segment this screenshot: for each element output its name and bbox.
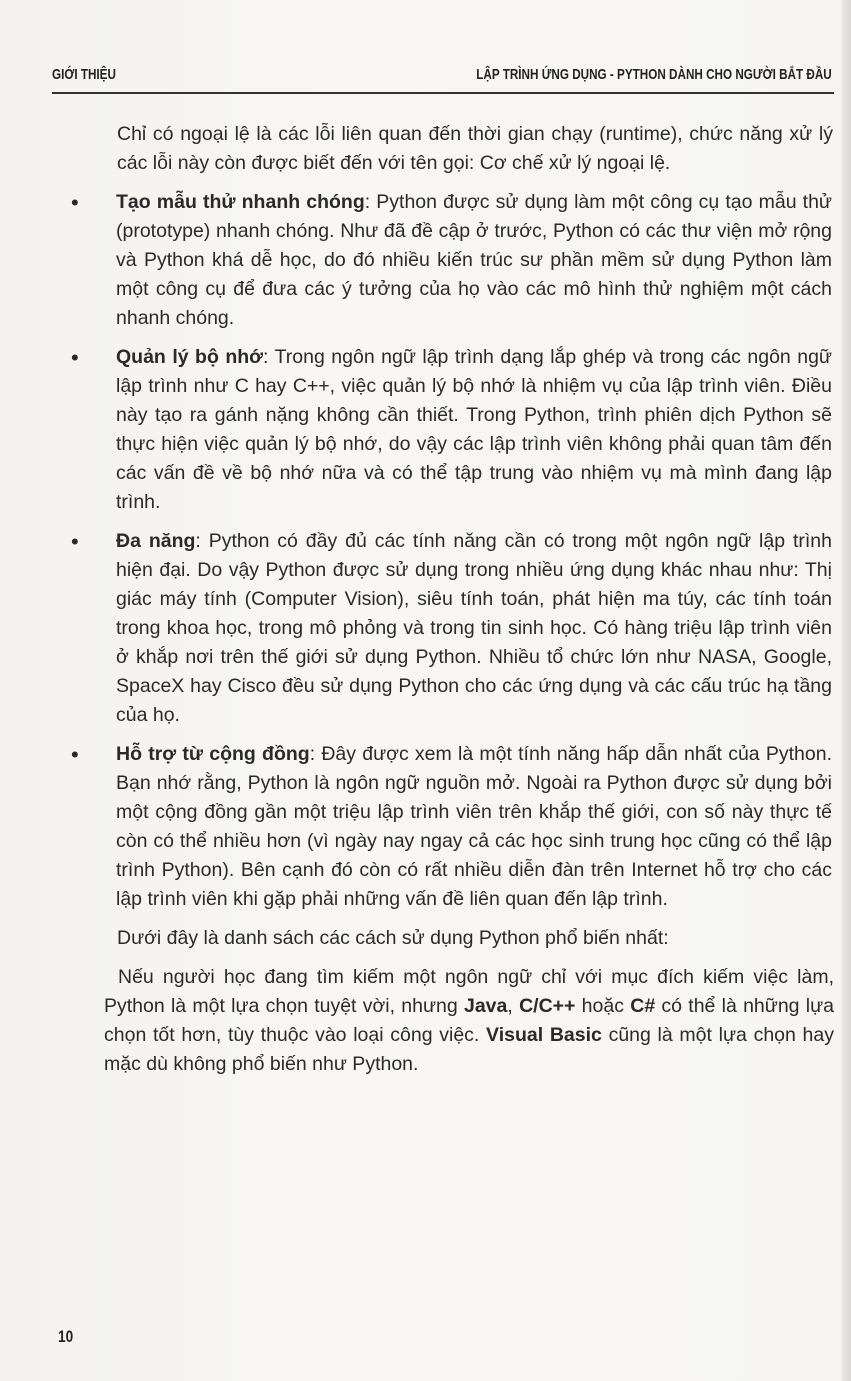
closing-comma: , — [507, 995, 520, 1017]
page-body — [0, 120, 851, 1089]
lang-visual-basic: Visual Basic — [486, 1024, 602, 1046]
bullet-dot-icon: • — [71, 190, 79, 215]
closing-text-3: cũng là một lựa chọn hay mặc dù không phổ biến như Python. — [104, 1024, 834, 1075]
page-number: 10 — [58, 1327, 74, 1346]
bullet-term: Quản lý bộ nhớ — [116, 346, 264, 368]
running-header — [52, 64, 832, 90]
bullet-item-memory — [71, 343, 832, 517]
bullet-term: Hỗ trợ từ cộng đồng — [116, 743, 310, 765]
bullet-text: : Python được sử dụng làm một công cụ tạo mẫu thử (prototype) nhanh chóng. Như đã đề cập ở trước, Python có các thư viện mở rộng và Python khá dễ học, do đó nhiều kiến trúc sư phần mềm sử dụng Python làm một công cụ để đưa các ý tưởng của họ vào các mô hình thử nghiệm một cách nhanh chóng. — [116, 191, 832, 329]
lang-csharp: C# — [630, 995, 656, 1017]
lang-cpp: C/C++ — [519, 995, 576, 1017]
bullet-dot-icon: • — [71, 529, 79, 554]
header-rule — [52, 92, 834, 94]
header-book-title: LẬP TRÌNH ỨNG DỤNG - PYTHON DÀNH CHO NGƯỜI BẮT ĐẦU — [476, 66, 832, 83]
header-section-title: GIỚI THIỆU — [52, 66, 116, 83]
bullet-text: : Python có đầy đủ các tính năng cần có trong một ngôn ngữ lập trình hiện đại. Do vậy Python được sử dụng trong nhiều ứng dụng khác nhau như: Thị giác máy tính (Computer Vision), siêu tính toán, phát hiện ma túy, các tính toán trong khoa học, trong mô phỏng và trong tin sinh học. Có hàng triệu lập trình viên ở khắp nơi trên thế giới sử dụng Python. Nhiều tổ chức lớn như NASA, Google, SpaceX hay Cisco đều sử dụng Python cho các ứng dụng và các cấu trúc hạ tầng của họ. — [116, 530, 832, 726]
bullet-item-community — [71, 740, 833, 914]
intro-paragraph: Chỉ có ngoại lệ là các lỗi liên quan đến thời gian chạy (runtime), chức năng xử lý các lỗi này còn được biết đến với tên gọi: Cơ chế xử lý ngoại lệ. — [117, 123, 833, 174]
bullet-dot-icon: • — [71, 345, 79, 370]
closing-text-1: Nếu người học đang tìm kiếm một ngôn ngữ chỉ với mục đích kiếm việc làm, Python là một lựa chọn tuyệt vời, nhưng — [104, 966, 834, 1017]
bullet-item-prototyping — [71, 188, 832, 333]
list-intro-paragraph: Dưới đây là danh sách các cách sử dụng Python phổ biến nhất: — [117, 927, 669, 949]
bullet-term: Đa năng — [116, 530, 196, 552]
lang-java: Java — [463, 995, 508, 1017]
closing-text-2: có thể là những lựa chọn tốt hơn, tùy thuộc vào loại công việc. — [104, 995, 835, 1046]
closing-paragraph — [104, 963, 834, 1079]
bullet-text: : Trong ngôn ngữ lập trình dạng lắp ghép và trong các ngôn ngữ lập trình như C hay C++, việc quản lý bộ nhớ là nhiệm vụ của lập trình viên. Điều này tạo ra gánh nặng không cần thiết. Trong Python, trình phiên dịch Python sẽ thực hiện việc quản lý bộ nhớ, do vậy các lập trình viên không phải quan tâm đến các vấn đề về bộ nhớ nữa và có thể tập trung vào nhiệm vụ mà mình đang lập trình. — [116, 346, 832, 513]
bullet-text: : Đây được xem là một tính năng hấp dẫn nhất của Python. Bạn nhớ rằng, Python là ngôn ngữ nguồn mở. Ngoài ra Python được sử dụng bởi một cộng đồng gần một triệu lập trình viên trên khắp thế giới, con số này thực tế còn có thể nhiều hơn (vì ngày nay ngay cả các học sinh trung học cũng có thể lập trình Python). Bên cạnh đó còn có rất nhiều diễn đàn trên Internet hỗ trợ cho các lập trình viên khi gặp phải những vấn đề liên quan đến lập trình. — [116, 743, 833, 910]
bullet-dot-icon: • — [71, 742, 79, 767]
closing-or: hoặc — [575, 995, 631, 1017]
bullet-term: Tạo mẫu thử nhanh chóng — [116, 191, 365, 213]
bullet-item-versatile — [71, 527, 832, 730]
